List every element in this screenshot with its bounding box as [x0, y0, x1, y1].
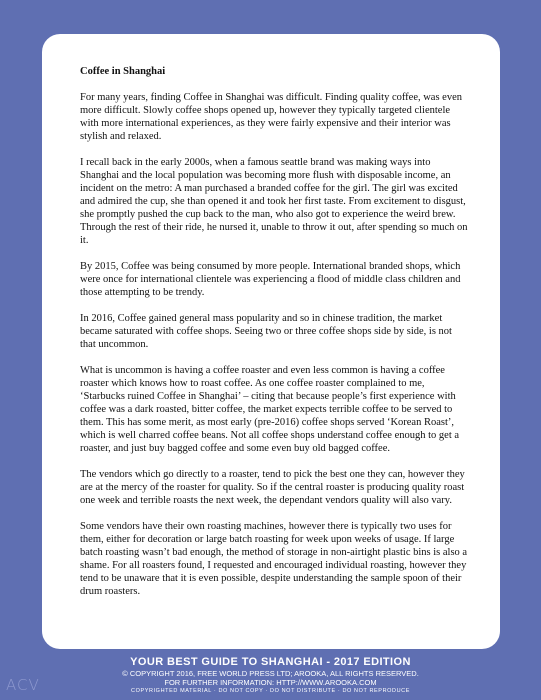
article-paragraph: In 2016, Coffee gained general mass popularity and so in chinese tradition, the market became saturated with coffee shops. Seeing two or three coffee shops side by side, is not that uncommon. [80, 313, 452, 350]
page-card [42, 34, 500, 649]
footer-notice: COPYRIGHTED MATERIAL · DO NOT COPY · DO NOT DISTRIBUTE · DO NOT REPRODUCE [131, 688, 410, 694]
article-title: Coffee in Shanghai [80, 66, 166, 77]
article-paragraph: I recall back in the early 2000s, when a famous seattle brand was making ways into Shanghai and the local population was becoming more flush with disposable income, an incident on the metro: A man purchased a branded coffee for the girl. The girl was excited and admired the cup, she than opened it and took her first taste. From excitement to disgust, she promptly pushed the cup back to the man, who also got to experience the weird brew. Through the rest of their ride, he nursed it, unable to throw it out, after spending so much on it. [80, 157, 468, 246]
article-paragraph: By 2015, Coffee was being consumed by more people. International branded shops, which were once for international clientele was experiencing a flood of middle class children and those attempting to be trendy. [80, 261, 461, 298]
footer [0, 656, 541, 695]
footer-info: FOR FURTHER INFORMATION: HTTP://WWW.AROOKA.COM [164, 678, 377, 687]
article-paragraph: For many years, finding Coffee in Shanghai was difficult. Finding quality coffee, was even more difficult. Slowly coffee shops opened up, however they typically targeted clientele with more international experiences, as they were fairly expensive and their interior was stylish and relaxed. [80, 92, 463, 142]
footer-copyright: © COPYRIGHT 2016, FREE WORLD PRESS LTD; AROOKA, ALL RIGHTS RESERVED. [122, 669, 419, 678]
watermark: ACV [6, 676, 40, 694]
article-paragraph: Some vendors have their own roasting machines, however there is typically two uses for them, either for decoration or large batch roasting for week upon weeks of usage. If large batch roasting wasn’t bad enough, the method of storage in non-airtight plastic bins is also a shame. For all roasters found, I requested and encouraged individual roasting, however they tend to be unaware that it is even possible, despite understanding the sample spoon of their drum roasters. [80, 521, 468, 597]
article-paragraph: What is uncommon is having a coffee roaster and even less common is having a coffee roaster which knows how to roast coffee. As one coffee roaster complained to me, ‘Starbucks ruined Coffee in Shanghai’ – citing that because people’s first experience with coffee was a dark roasted, bitter coffee, the market expects terrible coffee to be served to them. This has some merit, as most early (pre-2016) coffee shops served ‘Korean Roast’, which is well charred coffee beans. Not all coffee shops understand coffee enough to get a roaster, and just buy bagged coffee and some even buy old bagged coffee. [80, 365, 460, 454]
article-paragraph: The vendors which go directly to a roaster, tend to pick the best one they can, however they are at the mercy of the roaster for quality. So if the central roaster is producing quality roast one week and terrible roasts the next week, the dependant vendors quality will also vary. [80, 469, 465, 506]
article-body [80, 65, 470, 611]
footer-title: YOUR BEST GUIDE TO SHANGHAI - 2017 EDITION [130, 656, 411, 668]
